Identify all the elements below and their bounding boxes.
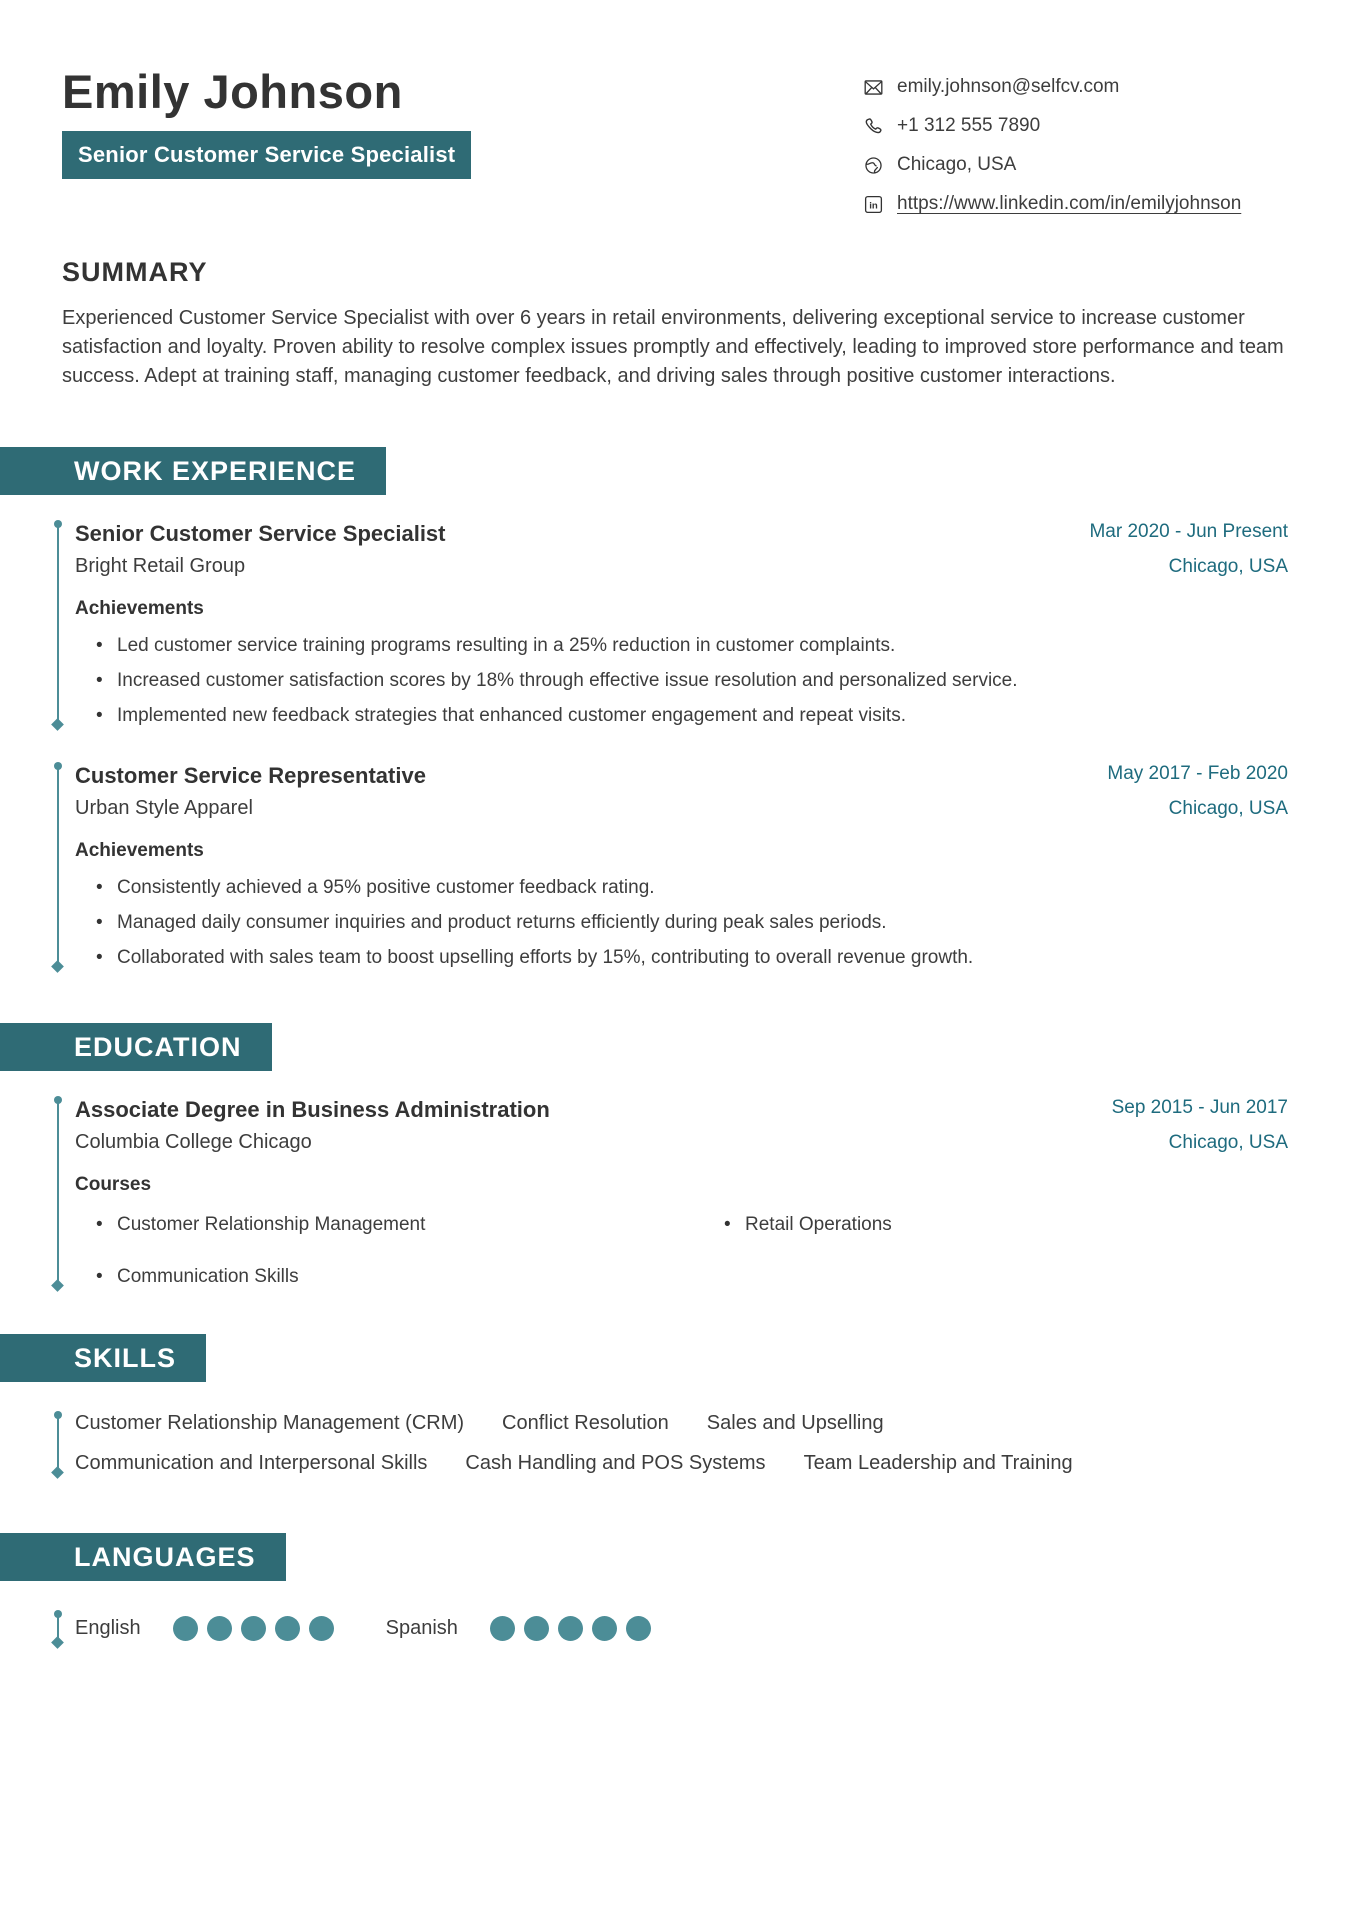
contact-location: Chicago, USA xyxy=(897,154,1017,175)
achievement-item: • Collaborated with sales team to boost upselling efforts by 15%, contributing to overall revenue growth. xyxy=(96,947,1288,969)
level-dot xyxy=(309,1616,334,1641)
languages-block xyxy=(75,1611,1288,1645)
contact-phone-row xyxy=(863,115,1288,137)
skills-row-1 xyxy=(75,1412,1288,1435)
achievement-item: • Consistently achieved a 95% positive customer feedback rating. xyxy=(96,877,1288,899)
level-dot xyxy=(241,1616,266,1641)
job-2-meta xyxy=(1107,763,1288,820)
level-dot xyxy=(490,1616,515,1641)
contact-linkedin-row xyxy=(863,193,1288,215)
summary-text: Experienced Customer Service Specialist with over 6 years in retail environments, delivering exceptional service to increase customer satisfaction and loyalty. Proven ability to resolve complex issues promptly and effectively, leading to improved store performance and team success. Adept at training staff, managing customer feedback, and driving sales through positive customer interactions. xyxy=(62,307,1284,387)
header xyxy=(0,66,1350,215)
education-head xyxy=(75,1097,1288,1154)
language-name: English xyxy=(75,1616,141,1639)
timeline-rail xyxy=(57,1418,59,1469)
skill-item: Team Leadership and Training xyxy=(803,1452,1073,1474)
course-item: • Retail Operations xyxy=(724,1214,1288,1236)
job-title-badge: Senior Customer Service Specialist xyxy=(62,131,471,179)
level-dot xyxy=(524,1616,549,1641)
achievement-item: • Increased customer satisfaction scores by 18% through effective issue resolution and personalized service. xyxy=(96,670,1288,692)
job-2-head xyxy=(75,763,1288,820)
globe-icon xyxy=(863,155,884,176)
education-title-block xyxy=(75,1097,550,1154)
level-dot xyxy=(207,1616,232,1641)
skill-item: Conflict Resolution xyxy=(502,1412,669,1434)
level-dot xyxy=(275,1616,300,1641)
skills-row-2 xyxy=(75,1452,1288,1475)
school-name: Columbia College Chicago xyxy=(75,1131,312,1153)
skill-item: Customer Relationship Management (CRM) xyxy=(75,1412,465,1434)
job-entry-1 xyxy=(75,521,1288,727)
contact-email-row xyxy=(863,76,1288,98)
contact-block xyxy=(863,76,1288,215)
work-experience-heading: WORK EXPERIENCE xyxy=(0,447,386,495)
languages-heading: LANGUAGES xyxy=(0,1533,286,1581)
level-dot xyxy=(558,1616,583,1641)
email-icon xyxy=(863,77,884,98)
job-2-dates: May 2017 - Feb 2020 xyxy=(1107,763,1288,784)
phone-icon xyxy=(863,116,884,137)
summary-heading: SUMMARY xyxy=(62,257,208,287)
job-2-company: Urban Style Apparel xyxy=(75,797,253,819)
degree-title: Associate Degree in Business Administration xyxy=(75,1097,550,1122)
education-location: Chicago, USA xyxy=(1168,1132,1288,1153)
job-2-achievements-list xyxy=(75,877,1288,969)
job-2-achievements-label: Achievements xyxy=(75,840,204,861)
timeline-rail xyxy=(57,1103,59,1282)
job-2-title: Customer Service Representative xyxy=(75,763,426,788)
education-heading: EDUCATION xyxy=(0,1023,272,1071)
achievement-item: • Led customer service training programs resulting in a 25% reduction in customer complaints. xyxy=(96,635,1288,657)
contact-phone: +1 312 555 7890 xyxy=(897,115,1041,136)
candidate-name: Emily Johnson xyxy=(62,65,403,118)
achievement-item: • Implemented new feedback strategies that enhanced customer engagement and repeat visits. xyxy=(96,705,1288,727)
level-dot xyxy=(626,1616,651,1641)
job-1-title: Senior Customer Service Specialist xyxy=(75,521,446,546)
job-1-title-block xyxy=(75,521,446,578)
job-2-location: Chicago, USA xyxy=(1168,798,1288,819)
course-item: • Communication Skills xyxy=(96,1266,724,1288)
skills-block xyxy=(75,1412,1288,1475)
education-meta xyxy=(1112,1097,1288,1154)
education-entry xyxy=(75,1097,1288,1288)
linkedin-link[interactable]: https://www.linkedin.com/in/emilyjohnson xyxy=(897,193,1242,214)
language-level-dots xyxy=(173,1616,334,1641)
job-1-achievements-label: Achievements xyxy=(75,598,204,619)
level-dot xyxy=(592,1616,617,1641)
timeline-rail xyxy=(57,1617,59,1639)
language-name: Spanish xyxy=(385,1616,458,1639)
language-english xyxy=(75,1616,334,1641)
skill-item: Sales and Upselling xyxy=(706,1412,884,1434)
job-1-meta xyxy=(1089,521,1288,578)
job-2-title-block xyxy=(75,763,426,820)
job-1-company: Bright Retail Group xyxy=(75,555,246,577)
job-1-location: Chicago, USA xyxy=(1168,556,1288,577)
skill-item: Communication and Interpersonal Skills xyxy=(75,1452,428,1474)
courses-label: Courses xyxy=(75,1174,152,1195)
course-item: • Customer Relationship Management xyxy=(96,1214,724,1236)
svg-text:in: in xyxy=(869,199,878,211)
skill-item: Cash Handling and POS Systems xyxy=(465,1452,766,1474)
job-1-dates: Mar 2020 - Jun Present xyxy=(1089,521,1288,542)
timeline-rail xyxy=(57,769,59,963)
contact-email: emily.johnson@selfcv.com xyxy=(897,76,1120,97)
job-1-head xyxy=(75,521,1288,578)
contact-location-row xyxy=(863,154,1288,176)
courses-list xyxy=(75,1214,1288,1288)
skills-heading: SKILLS xyxy=(0,1334,206,1382)
achievement-item: • Managed daily consumer inquiries and product returns efficiently during peak sales periods. xyxy=(96,912,1288,934)
linkedin-icon xyxy=(863,194,884,215)
language-level-dots xyxy=(490,1616,651,1641)
language-spanish xyxy=(386,1616,651,1641)
level-dot xyxy=(173,1616,198,1641)
timeline-rail xyxy=(57,527,59,721)
job-entry-2 xyxy=(75,763,1288,969)
identity-block xyxy=(62,66,471,179)
education-dates: Sep 2015 - Jun 2017 xyxy=(1111,1097,1288,1118)
job-1-achievements-list xyxy=(75,635,1288,727)
